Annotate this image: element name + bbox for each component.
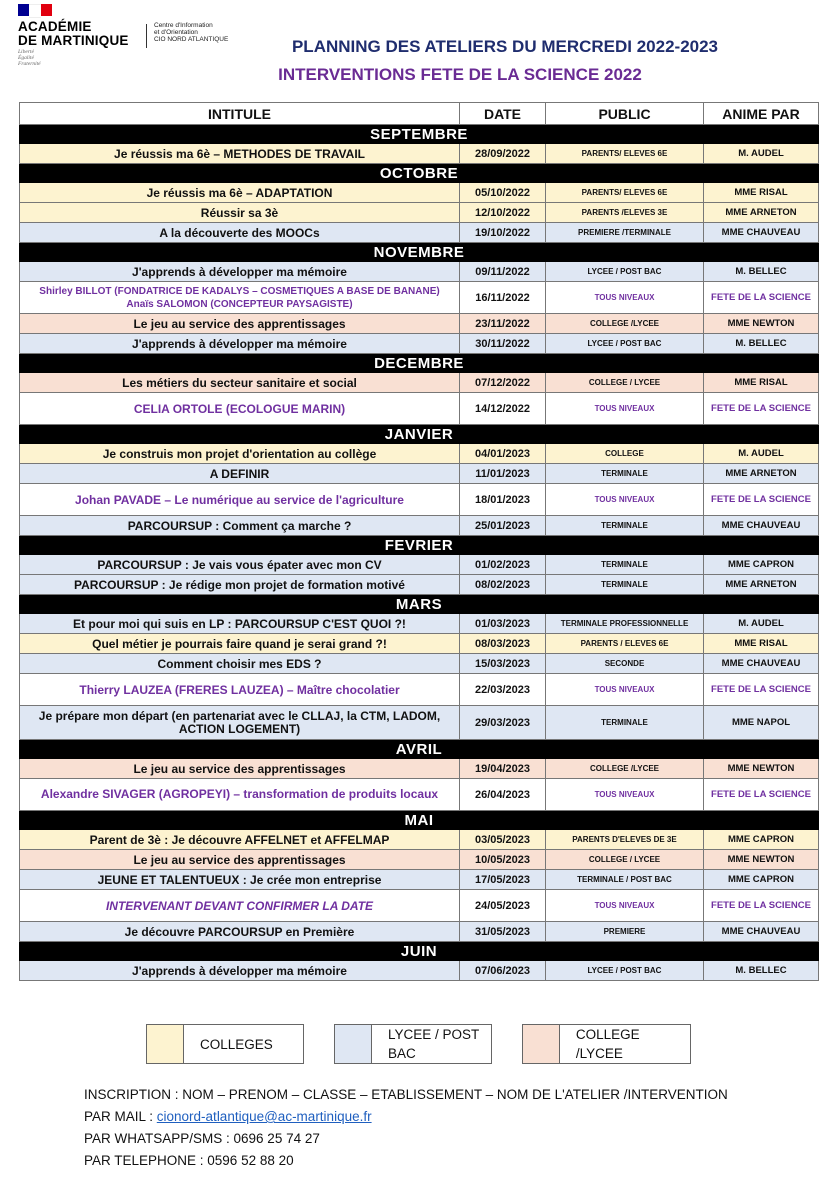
cell-public: COLLEGE /LYCEE (546, 314, 704, 334)
cell-public: PARENTS/ ELEVES 6E (546, 183, 704, 203)
cell-intitule: Le jeu au service des apprentissages (20, 850, 460, 870)
legend-label-college-lycee: COLLEGE /LYCEE (575, 1027, 640, 1061)
cell-intitule: Je réussis ma 6è – METHODES DE TRAVAIL (20, 144, 460, 164)
cell-anime-par: M. AUDEL (704, 144, 819, 164)
cell-public: COLLEGE / LYCEE (546, 850, 704, 870)
month-row (20, 811, 819, 830)
cell-public: PARENTS / ELEVES 6E (546, 634, 704, 654)
phone-line: PAR TELEPHONE : 0596 52 88 20 (84, 1153, 294, 1168)
table-row (20, 203, 819, 223)
cell-intitule: Les métiers du secteur sanitaire et social (20, 373, 460, 393)
cell-anime-par: FETE DE LA SCIENCE (704, 674, 819, 706)
cell-anime-par: MME NEWTON (704, 759, 819, 779)
cell-date: 01/03/2023 (460, 614, 546, 634)
cell-anime-par: MME RISAL (704, 183, 819, 203)
table-row (20, 779, 819, 811)
legend-colleges (146, 1024, 304, 1064)
cell-anime-par: FETE DE LA SCIENCE (704, 779, 819, 811)
month-row (20, 536, 819, 555)
cell-date: 31/05/2023 (460, 922, 546, 942)
cell-anime-par: M. AUDEL (704, 444, 819, 464)
table-header-row (20, 103, 819, 125)
cell-date: 22/03/2023 (460, 674, 546, 706)
page-subtitle: INTERVENTIONS FETE DE LA SCIENCE 2022 (278, 65, 642, 84)
cell-public: TOUS NIVEAUX (546, 282, 704, 314)
table-row (20, 922, 819, 942)
table-row (20, 464, 819, 484)
table-row (20, 282, 819, 314)
cell-date: 01/02/2023 (460, 555, 546, 575)
cell-intitule: CELIA ORTOLE (ECOLOGUE MARIN) (20, 393, 460, 425)
cell-date: 07/06/2023 (460, 961, 546, 981)
cell-public: PREMIERE (546, 922, 704, 942)
cell-anime-par: MME RISAL (704, 634, 819, 654)
month-row (20, 595, 819, 614)
cell-date: 08/02/2023 (460, 575, 546, 595)
month-label: OCTOBRE (20, 164, 819, 183)
cell-intitule: Et pour moi qui suis en LP : PARCOURSUP C'EST QUOI ?! (20, 614, 460, 634)
cell-intitule: JEUNE ET TALENTUEUX : Je crée mon entreprise (20, 870, 460, 890)
cell-public: PREMIERE /TERMINALE (546, 223, 704, 243)
month-label: AVRIL (20, 740, 819, 759)
cell-public: TOUS NIVEAUX (546, 484, 704, 516)
cell-anime-par: MME CHAUVEAU (704, 922, 819, 942)
cell-intitule: J'apprends à développer ma mémoire (20, 961, 460, 981)
cell-date: 03/05/2023 (460, 830, 546, 850)
cell-anime-par: M. AUDEL (704, 614, 819, 634)
table-row (20, 870, 819, 890)
cell-date: 23/11/2022 (460, 314, 546, 334)
table-row (20, 674, 819, 706)
french-flag-icon (18, 4, 52, 16)
cell-anime-par: MME CAPRON (704, 555, 819, 575)
table-row (20, 334, 819, 354)
cell-public: TERMINALE (546, 555, 704, 575)
cell-date: 25/01/2023 (460, 516, 546, 536)
table-row (20, 262, 819, 282)
cell-intitule: PARCOURSUP : Je rédige mon projet de formation motivé (20, 575, 460, 595)
cell-anime-par: MME ARNETON (704, 575, 819, 595)
whatsapp-line: PAR WHATSAPP/SMS : 0696 25 74 27 (84, 1131, 320, 1146)
cell-intitule: Comment choisir mes EDS ? (20, 654, 460, 674)
cell-public: TOUS NIVEAUX (546, 674, 704, 706)
cell-date: 08/03/2023 (460, 634, 546, 654)
column-header-intitule: INTITULE (20, 103, 460, 125)
month-label: JANVIER (20, 425, 819, 444)
cell-anime-par: FETE DE LA SCIENCE (704, 282, 819, 314)
cell-date: 29/03/2023 (460, 706, 546, 740)
month-label: FEVRIER (20, 536, 819, 555)
cell-anime-par: MME CHAUVEAU (704, 516, 819, 536)
legend-swatch-college-lycee (523, 1025, 560, 1063)
month-label: SEPTEMBRE (20, 125, 819, 144)
planning-table (19, 102, 819, 981)
cell-date: 10/05/2023 (460, 850, 546, 870)
cell-intitule: Je construis mon projet d'orientation au collège (20, 444, 460, 464)
legend-swatch-lycee (335, 1025, 372, 1063)
legend-label-colleges: COLLEGES (200, 1036, 273, 1052)
cell-anime-par: MME NAPOL (704, 706, 819, 740)
cell-intitule: J'apprends à développer ma mémoire (20, 334, 460, 354)
cell-date: 30/11/2022 (460, 334, 546, 354)
cell-date: 14/12/2022 (460, 393, 546, 425)
table-row (20, 614, 819, 634)
cell-intitule: Johan PAVADE – Le numérique au service de l'agriculture (20, 484, 460, 516)
table-row (20, 634, 819, 654)
cell-public: PARENTS /ELEVES 3E (546, 203, 704, 223)
cell-public: PARENTS D'ELEVES DE 3E (546, 830, 704, 850)
cell-public: TOUS NIVEAUX (546, 779, 704, 811)
cell-date: 16/11/2022 (460, 282, 546, 314)
cell-public: LYCEE / POST BAC (546, 961, 704, 981)
cell-intitule: A la découverte des MOOCs (20, 223, 460, 243)
cell-public: TOUS NIVEAUX (546, 393, 704, 425)
cell-date: 26/04/2023 (460, 779, 546, 811)
cell-public: TERMINALE (546, 516, 704, 536)
cell-intitule: Thierry LAUZEA (FRERES LAUZEA) – Maître chocolatier (20, 674, 460, 706)
table-row (20, 654, 819, 674)
cell-intitule: PARCOURSUP : Comment ça marche ? (20, 516, 460, 536)
cell-anime-par: MME NEWTON (704, 314, 819, 334)
cell-public: SECONDE (546, 654, 704, 674)
cell-anime-par: FETE DE LA SCIENCE (704, 890, 819, 922)
table-row (20, 555, 819, 575)
table-row (20, 850, 819, 870)
cell-anime-par: MME CHAUVEAU (704, 654, 819, 674)
month-label: MAI (20, 811, 819, 830)
cell-intitule: A DEFINIR (20, 464, 460, 484)
cell-date: 09/11/2022 (460, 262, 546, 282)
table-row (20, 393, 819, 425)
cell-date: 18/01/2023 (460, 484, 546, 516)
cell-anime-par: MME ARNETON (704, 203, 819, 223)
republic-motto: Liberté Égalité Fraternité (18, 49, 41, 67)
cell-anime-par: M. BELLEC (704, 262, 819, 282)
cell-public: TERMINALE / POST BAC (546, 870, 704, 890)
cell-intitule: J'apprends à développer ma mémoire (20, 262, 460, 282)
cell-anime-par: MME ARNETON (704, 464, 819, 484)
cell-intitule: Je réussis ma 6è – ADAPTATION (20, 183, 460, 203)
month-row (20, 354, 819, 373)
cell-intitule: Réussir sa 3è (20, 203, 460, 223)
cell-intitule: Le jeu au service des apprentissages (20, 314, 460, 334)
cell-anime-par: MME NEWTON (704, 850, 819, 870)
cell-intitule: Parent de 3è : Je découvre AFFELNET et AFFELMAP (20, 830, 460, 850)
mail-line (84, 1106, 728, 1128)
academy-logo (18, 4, 248, 68)
legend-swatch-colleges (147, 1025, 184, 1063)
column-header-anime-par: ANIME PAR (704, 103, 819, 125)
cell-intitule: Alexandre SIVAGER (AGROPEYI) – transformation de produits locaux (20, 779, 460, 811)
cell-date: 05/10/2022 (460, 183, 546, 203)
mail-link[interactable]: cionord-atlantique@ac-martinique.fr (156, 1109, 372, 1124)
month-row (20, 425, 819, 444)
legend-college-lycee (522, 1024, 691, 1064)
cell-public: TERMINALE (546, 706, 704, 740)
month-row (20, 243, 819, 262)
cell-date: 04/01/2023 (460, 444, 546, 464)
month-label: DECEMBRE (20, 354, 819, 373)
column-header-date: DATE (460, 103, 546, 125)
cell-intitule: Je découvre PARCOURSUP en Première (20, 922, 460, 942)
cell-public: TERMINALE PROFESSIONNELLE (546, 614, 704, 634)
cell-date: 11/01/2023 (460, 464, 546, 484)
cell-anime-par: MME CAPRON (704, 830, 819, 850)
table-row (20, 223, 819, 243)
contact-info (84, 1084, 728, 1172)
cell-date: 17/05/2023 (460, 870, 546, 890)
table-row (20, 444, 819, 464)
cell-public: TERMINALE (546, 575, 704, 595)
month-label: NOVEMBRE (20, 243, 819, 262)
table-row (20, 183, 819, 203)
cell-date: 12/10/2022 (460, 203, 546, 223)
legend-label-lycee: LYCEE / POST BAC (388, 1027, 480, 1061)
column-header-public: PUBLIC (546, 103, 704, 125)
table-row (20, 759, 819, 779)
month-label: MARS (20, 595, 819, 614)
cell-public: LYCEE / POST BAC (546, 262, 704, 282)
table-row (20, 516, 819, 536)
cell-anime-par: MME CAPRON (704, 870, 819, 890)
academy-name: ACADÉMIE DE MARTINIQUE (18, 19, 129, 48)
cell-intitule: PARCOURSUP : Je vais vous épater avec mon CV (20, 555, 460, 575)
table-row (20, 575, 819, 595)
table-row (20, 144, 819, 164)
cell-anime-par: FETE DE LA SCIENCE (704, 393, 819, 425)
cell-intitule: Le jeu au service des apprentissages (20, 759, 460, 779)
cell-date: 19/10/2022 (460, 223, 546, 243)
table-row (20, 314, 819, 334)
cell-anime-par: M. BELLEC (704, 961, 819, 981)
table-row (20, 890, 819, 922)
cio-name: Centre d'Information et d'Orientation CIO NORD ATLANTIQUE (154, 22, 229, 43)
cell-intitule: INTERVENANT DEVANT CONFIRMER LA DATE (20, 890, 460, 922)
inscription-line: INSCRIPTION : NOM – PRENOM – CLASSE – ETABLISSEMENT – NOM DE L'ATELIER /INTERVENTION (84, 1087, 728, 1102)
cell-public: COLLEGE (546, 444, 704, 464)
month-row (20, 740, 819, 759)
cell-date: 24/05/2023 (460, 890, 546, 922)
cell-date: 19/04/2023 (460, 759, 546, 779)
cell-date: 15/03/2023 (460, 654, 546, 674)
cell-public: COLLEGE / LYCEE (546, 373, 704, 393)
cell-public: LYCEE / POST BAC (546, 334, 704, 354)
month-row (20, 125, 819, 144)
cell-anime-par: M. BELLEC (704, 334, 819, 354)
legend-lycee (334, 1024, 492, 1064)
cell-anime-par: FETE DE LA SCIENCE (704, 484, 819, 516)
table-row (20, 961, 819, 981)
cell-anime-par: MME CHAUVEAU (704, 223, 819, 243)
table-row (20, 484, 819, 516)
cell-public: TERMINALE (546, 464, 704, 484)
table-row (20, 830, 819, 850)
page-title: PLANNING DES ATELIERS DU MERCREDI 2022-2023 (291, 37, 719, 56)
cell-public: COLLEGE /LYCEE (546, 759, 704, 779)
table-row (20, 373, 819, 393)
cell-anime-par: MME RISAL (704, 373, 819, 393)
cell-date: 07/12/2022 (460, 373, 546, 393)
month-row (20, 942, 819, 961)
cell-intitule: Shirley BILLOT (FONDATRICE DE KADALYS – COSMETIQUES A BASE DE BANANE) Anaïs SALOMON (CONCEPTEUR PAYSAGISTE) (20, 282, 460, 314)
mail-label: PAR MAIL : (84, 1109, 157, 1124)
month-label: JUIN (20, 942, 819, 961)
cell-date: 28/09/2022 (460, 144, 546, 164)
cell-intitule: Quel métier je pourrais faire quand je serai grand ?! (20, 634, 460, 654)
cell-public: TOUS NIVEAUX (546, 890, 704, 922)
table-row (20, 706, 819, 740)
cell-public: PARENTS/ ELEVES 6E (546, 144, 704, 164)
month-row (20, 164, 819, 183)
cell-intitule: Je prépare mon départ (en partenariat avec le CLLAJ, la CTM, LADOM, ACTION LOGEMENT) (20, 706, 460, 740)
